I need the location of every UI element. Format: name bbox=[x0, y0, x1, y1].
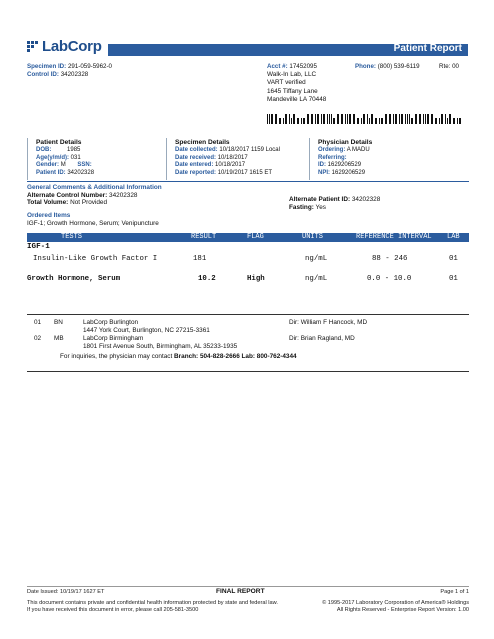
control-id: 34202328 bbox=[60, 71, 89, 78]
test-lab: 01 bbox=[449, 275, 458, 283]
logo-text: LabCorp bbox=[42, 38, 102, 55]
address-line: 1645 Tiffany Lane bbox=[267, 87, 318, 95]
specimen-details bbox=[175, 139, 280, 177]
lab-address: 1801 First Avenue South, Birmingham, AL 35233-1935 bbox=[83, 342, 238, 350]
route-label: Rte: bbox=[439, 63, 451, 70]
received-label: Date received: bbox=[175, 154, 217, 161]
reported-value: 10/19/2017 1615 ET bbox=[217, 169, 273, 176]
report-title: Patient Report bbox=[393, 43, 462, 54]
specimen-id: 291-059-5962-0 bbox=[67, 63, 112, 70]
acct-label: Acct #: bbox=[267, 63, 288, 70]
gender-value: M bbox=[60, 162, 66, 169]
section-divider bbox=[27, 138, 28, 180]
test-units: ng/mL bbox=[305, 275, 328, 283]
collected-value: 10/18/2017 1159 Local bbox=[219, 147, 280, 154]
acct-number: 17452095 bbox=[289, 63, 317, 70]
footer-rule bbox=[27, 586, 469, 587]
ordered-items-title: Ordered Items bbox=[27, 212, 71, 219]
test-result: 181 bbox=[193, 255, 207, 263]
patient-details-title: Patient Details bbox=[36, 139, 82, 146]
alt-patient-label: Alternate Patient ID: bbox=[289, 196, 351, 203]
section-divider bbox=[309, 138, 310, 180]
confidentiality-notice bbox=[27, 600, 278, 614]
copyright-line: © 1995-2017 Laboratory Corporation of America® Holdings bbox=[322, 600, 469, 606]
alt-control-label: Alternate Control Number: bbox=[27, 191, 108, 199]
total-volume-value: Not Provided bbox=[70, 199, 108, 207]
page-number: Page 1 of 1 bbox=[440, 589, 469, 595]
table-row bbox=[27, 255, 469, 265]
inquiry-text: For inquiries, the physician may contact bbox=[60, 353, 175, 360]
age-label: Age(y/m/d): bbox=[36, 154, 69, 161]
address-line: Mandeville LA 70448 bbox=[267, 95, 327, 103]
phone-block bbox=[355, 63, 420, 70]
inquiry-contact: Branch: 504-828-2666 Lab: 800-762-4344 bbox=[174, 353, 297, 360]
notice-line: If you have received this document in error, please call 205-581-3500 bbox=[27, 606, 199, 613]
lab-entry bbox=[83, 335, 237, 350]
general-comments-title: General Comments & Additional Information bbox=[27, 184, 162, 191]
phone-label: Phone: bbox=[355, 63, 376, 70]
lab-address: 1447 York Court, Burlington, NC 27215-3361 bbox=[83, 326, 210, 334]
column-flag: FLAG bbox=[247, 233, 264, 241]
physician-id-value: 1629206529 bbox=[327, 162, 362, 169]
ssn-label: SSN: bbox=[77, 162, 92, 169]
ordering-value: A MADU bbox=[346, 147, 370, 154]
physician-details-title: Physician Details bbox=[318, 139, 373, 146]
alternate-patient-block bbox=[289, 196, 380, 211]
ordered-items-list: IGF-1; Growth Hormone, Serum; Venipuncture bbox=[27, 219, 159, 227]
control-id-label: Control ID: bbox=[27, 71, 59, 78]
age-value: 031 bbox=[70, 154, 81, 161]
physician-details bbox=[318, 139, 372, 177]
dob-label: DOB: bbox=[36, 147, 52, 154]
labcorp-logo-icon bbox=[26, 40, 40, 54]
final-report-label: FINAL REPORT bbox=[216, 588, 265, 595]
ordered-items bbox=[27, 212, 159, 227]
test-flag: High bbox=[247, 275, 265, 283]
performing-labs bbox=[27, 314, 469, 372]
test-name: Growth Hormone, Serum bbox=[27, 275, 121, 283]
lab-code: MB bbox=[54, 335, 64, 342]
referring-label: Referring: bbox=[318, 154, 347, 161]
fasting-value: Yes bbox=[315, 203, 326, 211]
column-result: RESULT bbox=[191, 233, 217, 241]
specimen-id-label: Specimen ID: bbox=[27, 63, 67, 70]
notice-line: This document contains private and confidential health information protected by state and federal law. bbox=[27, 600, 278, 606]
collected-label: Date collected: bbox=[175, 147, 218, 154]
physician-id-label: ID: bbox=[318, 162, 326, 169]
lab-number: 02 bbox=[34, 335, 42, 342]
lab-name: LabCorp Burlington bbox=[83, 319, 139, 326]
report-title-band bbox=[108, 44, 468, 56]
account-block bbox=[267, 63, 326, 104]
lab-number: 01 bbox=[34, 319, 42, 326]
address-line: VART verified bbox=[267, 79, 306, 87]
lab-entry bbox=[83, 319, 210, 334]
test-group-title: IGF-1 bbox=[27, 243, 50, 251]
entered-label: Date entered: bbox=[175, 162, 214, 169]
test-units: ng/mL bbox=[305, 255, 328, 263]
address-line: Walk-In Lab, LLC bbox=[267, 71, 317, 78]
column-units: UNITS bbox=[302, 233, 324, 241]
test-result: 10.2 bbox=[198, 275, 216, 283]
lab-name: LabCorp Birmingham bbox=[83, 335, 144, 342]
lab-inquiry bbox=[60, 353, 297, 361]
patient-details bbox=[36, 139, 94, 177]
labcorp-logo bbox=[26, 40, 100, 55]
rights-line: All Rights Reserved - Enterprise Report Version: 1.00 bbox=[336, 606, 469, 613]
phone-number: (800) 539-6119 bbox=[377, 63, 420, 70]
reported-label: Date reported: bbox=[175, 169, 217, 176]
copyright-block bbox=[322, 600, 469, 614]
received-value: 10/18/2017 bbox=[217, 154, 248, 161]
column-reference-interval: REFERENCE INTERVAL bbox=[356, 233, 432, 241]
specimen-ids bbox=[27, 63, 112, 79]
results-table-header bbox=[27, 233, 469, 242]
total-volume-label: Total Volume: bbox=[27, 199, 69, 207]
general-comments bbox=[27, 184, 162, 207]
fasting-label: Fasting: bbox=[289, 203, 314, 211]
dob-value: 1985 bbox=[67, 147, 81, 154]
test-reference: 88 - 246 bbox=[372, 255, 408, 263]
lab-code: BN bbox=[54, 319, 63, 326]
section-rule bbox=[27, 181, 469, 182]
route-block bbox=[439, 63, 459, 70]
alt-patient-value: 34202328 bbox=[351, 196, 381, 203]
test-lab: 01 bbox=[449, 255, 458, 263]
npi-label: NPI: bbox=[318, 169, 330, 176]
column-lab: LAB bbox=[447, 233, 460, 241]
patient-id-label: Patient ID: bbox=[36, 169, 66, 176]
date-issued: Date Issued: 10/19/17 1627 ET bbox=[27, 589, 105, 595]
test-reference: 0.0 - 10.0 bbox=[367, 275, 412, 283]
entered-value: 10/18/2017 bbox=[215, 162, 246, 169]
lab-director: Dir: William F Hancock, MD bbox=[289, 319, 368, 326]
column-tests: TESTS bbox=[61, 233, 83, 241]
gender-label: Gender: bbox=[36, 162, 60, 169]
npi-value: 1629206529 bbox=[331, 169, 366, 176]
section-divider bbox=[166, 138, 167, 180]
alt-control-value: 34202328 bbox=[109, 191, 138, 199]
barcode-image bbox=[267, 114, 463, 124]
test-name: Insulin-Like Growth Factor I bbox=[33, 255, 158, 263]
patient-id-value: 34202328 bbox=[67, 169, 95, 176]
specimen-details-title: Specimen Details bbox=[175, 139, 230, 146]
route-value: 00 bbox=[452, 63, 459, 70]
ordering-label: Ordering: bbox=[318, 147, 346, 154]
lab-director: Dir: Brian Ragland, MD bbox=[289, 335, 355, 342]
table-row bbox=[27, 275, 469, 285]
